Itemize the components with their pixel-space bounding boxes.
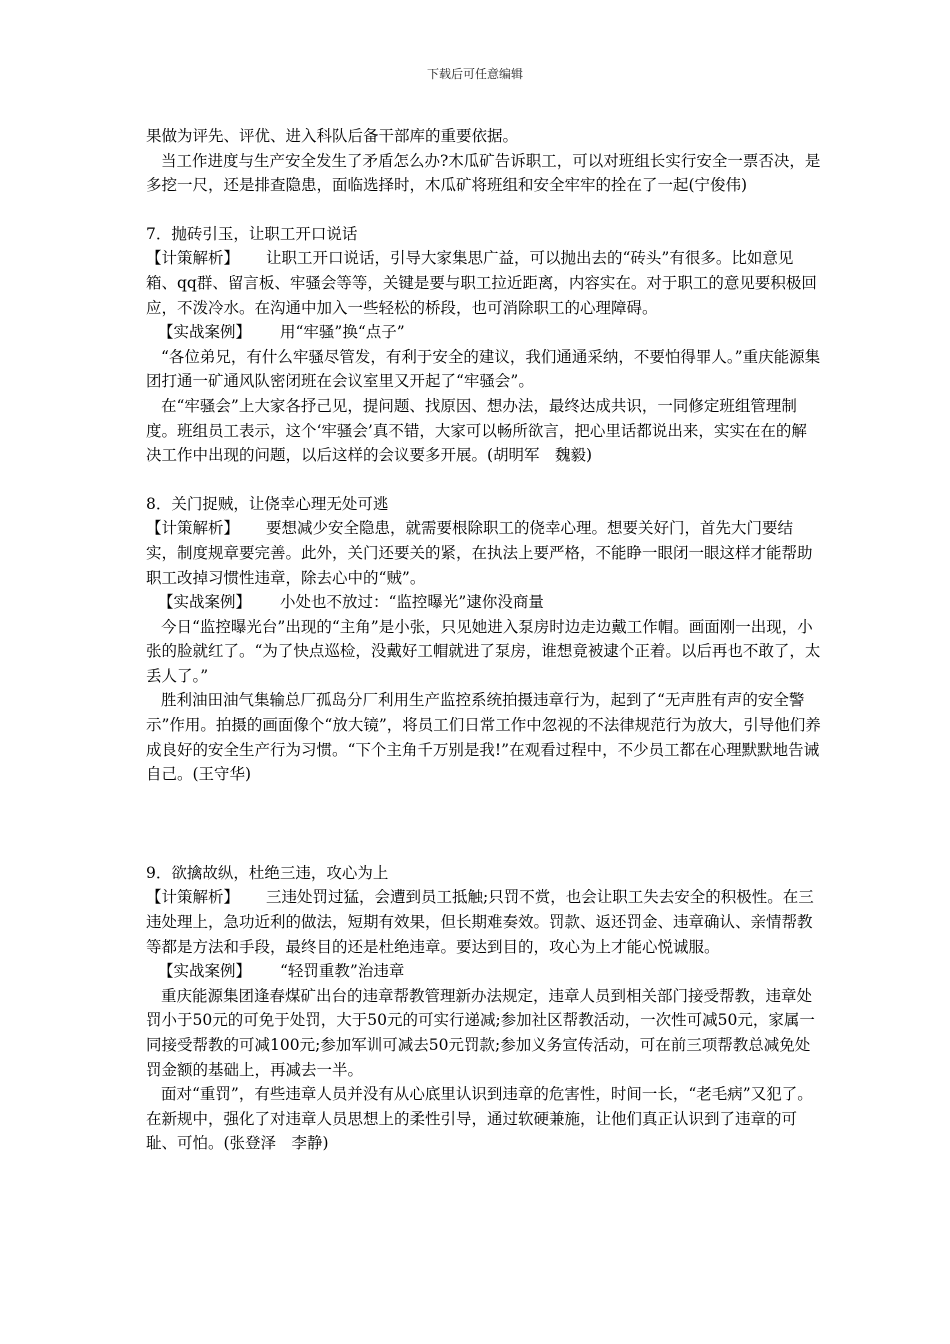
section-7-title: 7．抛砖引玉，让职工开口说话 xyxy=(146,224,358,243)
section-8-paragraph-1: 今日“监控曝光台”出现的“主角”是小张，只见她进入泵房时边走边戴工作帽。画面刚一出现，小张的脸就红了。“为了快点巡检，没戴好工帽就进了泵房，谁想竟被逮个正着。以后再也不敢了，太丢人了。” xyxy=(146,617,821,685)
spacer xyxy=(146,198,822,222)
case-title: 小处也不放过：“监控曝光”逮你没商量 xyxy=(280,593,544,612)
section-7-paragraph-1: “各位弟兄，有什么牢骚尽管发，有利于安全的建议，我们通通采纳，不要怕得罪人。”重庆能源集团打通一矿通风队密闭班在会议室里又开起了“牢骚会”。 xyxy=(146,347,821,391)
page-header: 下载后可任意编辑 xyxy=(426,67,523,81)
section-9-analysis xyxy=(146,885,822,959)
case-title: 用“牢骚”换“点子” xyxy=(280,323,405,342)
spacer xyxy=(146,787,822,861)
analysis-tag: 【计策解析】 xyxy=(146,249,240,268)
case-tag: 【实战案例】 xyxy=(158,323,252,342)
section-7-analysis xyxy=(146,246,822,320)
section-7-paragraph-2: 在“牢骚会”上大家各抒己见，提问题、找原因、想办法，最终达成共识，一同修定班组管理制度。班组员工表示，这个‘牢骚会’真不错，大家可以畅所欲言，把心里话都说出来，实实在在的解决工作中出现的问题，以后这样的会议要多开展。(胡明军 魏毅) xyxy=(146,396,807,465)
analysis-tag: 【计策解析】 xyxy=(146,888,240,907)
case-tag: 【实战案例】 xyxy=(158,962,252,981)
intro-paragraph-2: 当工作进度与生产安全发生了矛盾怎么办?木瓜矿告诉职工，可以对班组长实行安全一票否决，是多挖一尺，还是排查隐患，面临选择时，木瓜矿将班组和安全牢牢的拴在了一起(宁俊伟) xyxy=(146,151,821,195)
section-8-title: 8．关门捉贼，让侥幸心理无处可逃 xyxy=(146,494,389,513)
document-body xyxy=(146,124,822,1156)
section-8-case-heading xyxy=(146,590,822,615)
case-title: “轻罚重教”治违章 xyxy=(280,962,405,981)
section-9-paragraph-2: 面对“重罚”，有些违章人员并没有从心底里认识到违章的危害性，时间一长，“老毛病”又犯了。在新规中，强化了对违章人员思想上的柔性引导，通过软硬兼施，让他们真正认识到了违章的可耻、可怕。(张登泽 李静) xyxy=(146,1085,813,1153)
analysis-tag: 【计策解析】 xyxy=(146,519,240,538)
section-9-title: 9．欲擒故纵，杜绝三违，攻心为上 xyxy=(146,863,389,882)
analysis-text: 让职工开口说话，引导大家集思广益，可以抛出去的“砖头”有很多。比如意见箱、qq群、留言板、牢骚会等等，关键是要与职工拉近距离，内容实在。对于职工的意见要积极回应，不泼冷水。在沟通中加入一些轻松的桥段，也可消除职工的心理障碍。 xyxy=(146,249,817,317)
intro-paragraph-1: 果做为评先、评优、进入科队后备干部库的重要依据。 xyxy=(146,127,519,145)
section-8-paragraph-2: 胜利油田油气集输总厂孤岛分厂利用生产监控系统拍摄违章行为，起到了“无声胜有声的安全警示”作用。拍摄的画面像个“放大镜”，将员工们日常工作中忽视的不法律规范行为放大，引导他们养成良好的安全生产行为习惯。“下个主角千万别是我!”在观看过程中，不少员工都在心理默默地告诫自己。(王守华) xyxy=(146,691,821,784)
section-9-case-heading xyxy=(146,959,822,984)
spacer xyxy=(146,468,822,492)
analysis-text: 要想减少安全隐患，就需要根除职工的侥幸心理。想要关好门，首先大门要结实，制度规章要完善。此外，关门还要关的紧，在执法上要严格，不能睁一眼闭一眼这样才能帮助职工改掉习惯性违章，除去心中的“贼”。 xyxy=(146,519,813,587)
section-9-paragraph-1: 重庆能源集团逢春煤矿出台的违章帮教管理新办法规定，违章人员到相关部门接受帮教，违章处罚小于50元的可免于处罚，大于50元的可实行递减;参加社区帮教活动，一次性可减50元，家属一同接受帮教的可减100元;参加军训可减去50元罚款;参加义务宣传活动，可在前三项帮教总减免处罚金额的基础上，再减去一半。 xyxy=(146,986,815,1079)
section-8-analysis xyxy=(146,516,822,590)
analysis-text: 三违处罚过猛，会遭到员工抵触;只罚不赏，也会让职工失去安全的积极性。在三违处理上，急功近利的做法，短期有效果，但长期难奏效。罚款、返还罚金、违章确认、亲情帮教等都是方法和手段，最终目的还是杜绝违章。要达到目的，攻心为上才能心悦诚服。 xyxy=(146,888,814,956)
section-7-case-heading xyxy=(146,320,822,345)
case-tag: 【实战案例】 xyxy=(158,593,252,612)
